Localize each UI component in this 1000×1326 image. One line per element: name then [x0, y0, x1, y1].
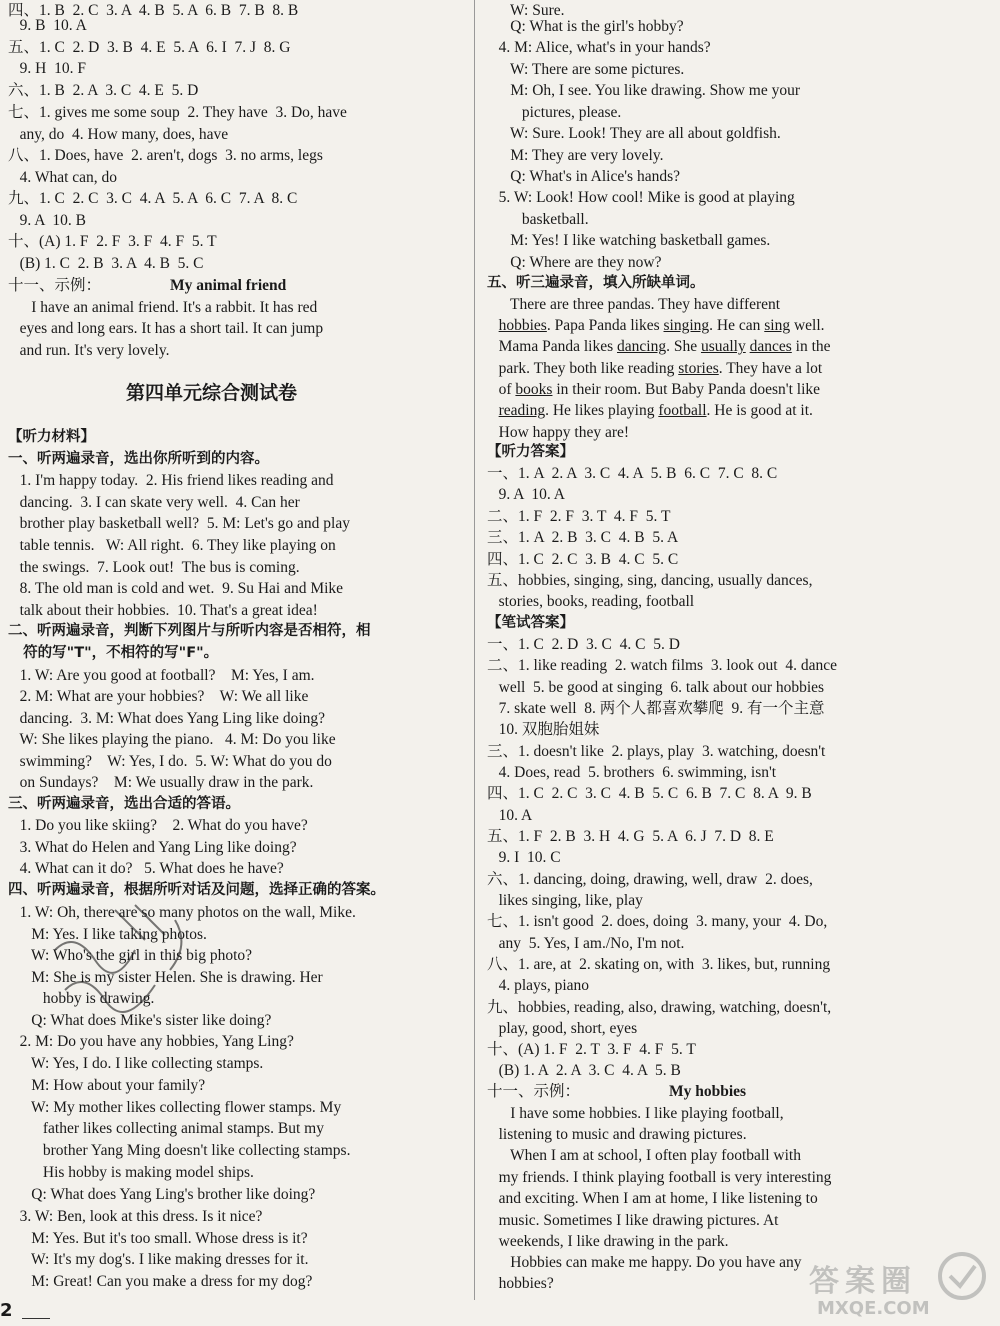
text-line: 一、1. C 2. D 3. C 4. C 5. D — [487, 636, 680, 653]
text-line: 9. B 10. A — [8, 17, 87, 34]
text-line: 1. Do you like skiing? 2. What do you have? — [8, 817, 308, 834]
cloze-text: . He is good at it. — [706, 402, 813, 420]
text-line: W: She likes playing the piano. 4. M: Do you like — [8, 731, 336, 748]
text-line: M: How about your family? — [8, 1077, 206, 1094]
text-line: 5. W: Look! How cool! Mike is good at playing — [487, 189, 795, 206]
cloze-line — [487, 315, 825, 336]
text-line: 一、1. A 2. A 3. C 4. A 5. B 6. C 7. C 8. C — [487, 465, 778, 482]
text-line: and exciting. When I am at home, I like listening to — [487, 1190, 818, 1207]
cloze-text: . Papa Panda likes — [546, 317, 664, 334]
filled-blank: books — [515, 380, 553, 398]
watermark-text: 答案圈 — [809, 1264, 917, 1299]
text-line: basketball. — [487, 211, 589, 228]
cloze-text: How happy they are! — [487, 423, 630, 441]
text-line: 4. What can it do? 5. What does he have? — [8, 860, 284, 877]
text-line: 五、hobbies, singing, sing, dancing, usually dances, — [487, 572, 813, 589]
text-line: 4. M: Alice, what's in your hands? — [487, 39, 711, 56]
text-line: and run. It's very lovely. — [8, 342, 170, 359]
text-line: M: Great! Can you make a dress for my dog? — [8, 1273, 313, 1290]
text-line: 七、1. gives me some soup 2. They have 3. Do, have — [8, 104, 347, 121]
text-line: Q: What does Mike's sister like doing? — [8, 1012, 272, 1029]
essay-title-my-hobbies: My hobbies — [669, 1083, 747, 1100]
text-line: 五、听三遍录音，填入所缺单词。 — [487, 275, 705, 291]
text-line: 八、1. Does, have 2. aren't, dogs 3. no arms, legs — [8, 147, 323, 164]
text-line: 2. M: Do you have any hobbies, Yang Ling? — [8, 1033, 294, 1050]
text-line: 3. W: Ben, look at this dress. Is it nice? — [8, 1208, 263, 1225]
cloze-text — [487, 402, 499, 419]
cloze-text: park. They both like reading — [487, 359, 679, 377]
text-line: table tennis. W: All right. 6. They like playing on — [8, 537, 336, 554]
text-line: 1. W: Are you good at football? M: Yes, I am. — [8, 667, 315, 684]
filled-blank: reading — [498, 402, 546, 420]
text-line: 符的写"T"，不相符的写"F"。 — [8, 645, 219, 661]
cloze-text: . She — [666, 338, 701, 356]
unit-title: 第四单元综合测试卷 — [126, 382, 298, 404]
text-line: 六、1. dancing, doing, drawing, well, draw 2. does, — [487, 871, 813, 888]
text-line: W: Who's the girl in this big photo? — [8, 947, 253, 964]
text-line: the swings. 7. Look out! The bus is coming. — [8, 559, 300, 576]
text-line: 五、1. C 2. D 3. B 4. E 5. A 6. I 7. J 8. G — [8, 39, 291, 56]
text-line: on Sundays? M: We usually draw in the park. — [8, 774, 314, 791]
text-line: 【笔试答案】 — [487, 615, 574, 631]
filled-blank: hobbies — [498, 317, 547, 334]
cloze-line — [487, 379, 820, 400]
text-line: 十、(A) 1. F 2. F 3. F 4. F 5. T — [8, 233, 217, 250]
text-line: 十、(A) 1. F 2. T 3. F 4. F 5. T — [487, 1041, 696, 1058]
text-line: M: They are very lovely. — [487, 147, 664, 164]
text-line: 四、1. C 2. C 3. B 4. C 5. C — [487, 551, 679, 568]
page-number: 2 — [0, 1300, 13, 1321]
text-line: 九、hobbies, reading, also, drawing, watching, doesn't, — [487, 999, 832, 1016]
watermark — [787, 1248, 992, 1320]
text-line: 十一、示例： — [8, 277, 102, 294]
text-line: father likes collecting animal stamps. But my — [8, 1120, 324, 1137]
text-line: 1. I'm happy today. 2. His friend likes reading and — [8, 472, 334, 489]
text-line: 二、1. like reading 2. watch films 3. look out 4. dance — [487, 657, 837, 674]
text-line: M: Yes! I like watching basketball games. — [487, 232, 771, 249]
filled-blank: singing — [663, 317, 710, 334]
text-line: M: Oh, I see. You like drawing. Show me your — [487, 82, 800, 99]
text-line: listening to music and drawing pictures. — [487, 1126, 747, 1143]
text-line: talk about their hobbies. 10. That's a great idea! — [8, 602, 318, 619]
filled-blank: dances — [749, 338, 792, 356]
text-line: 9. A 10. B — [8, 212, 86, 229]
text-line: M: Yes. I like taking photos. — [8, 926, 207, 943]
text-line: brother play basketball well? 5. M: Let's go and play — [8, 515, 350, 532]
text-line: 四、1. B 2. C 3. A 4. B 5. A 6. B 7. B 8. B — [8, 2, 299, 19]
text-line: Hobbies can make me happy. Do you have any — [487, 1254, 802, 1271]
text-line: 五、1. F 2. B 3. H 4. G 5. A 6. J 7. D 8. E — [487, 828, 774, 845]
filled-blank: usually — [700, 338, 746, 356]
text-line: dancing. 3. M: What does Yang Ling like doing? — [8, 710, 326, 727]
text-line: 10. A — [487, 807, 533, 824]
text-line: There are three pandas. They have different — [487, 296, 781, 313]
text-line: my friends. I think playing football is very interesting — [487, 1169, 832, 1186]
cloze-text: of — [487, 380, 516, 398]
text-line: pictures, please. — [487, 104, 622, 121]
text-line: 三、听两遍录音，选出合适的答语。 — [8, 796, 240, 812]
text-line: Q: What is the girl's hobby? — [487, 18, 684, 35]
text-line: weekends, I like drawing in the park. — [487, 1233, 729, 1250]
text-line: eyes and long ears. It has a short tail. It can jump — [8, 320, 324, 337]
text-line: hobby is drawing. — [8, 990, 155, 1007]
text-line: (B) 1. C 2. B 3. A 4. B 5. C — [8, 255, 204, 272]
text-line: W: There are some pictures. — [487, 61, 685, 78]
text-line: 七、1. isn't good 2. does, doing 3. many, your 4. Do, — [487, 913, 828, 930]
essay-title-animal-friend: My animal friend — [170, 277, 287, 294]
text-line: I have some hobbies. I like playing football, — [487, 1105, 784, 1122]
text-line: 3. What do Helen and Yang Ling like doing? — [8, 839, 297, 856]
text-line: 二、1. F 2. F 3. T 4. F 5. T — [487, 508, 671, 525]
text-line: W: My mother likes collecting flower stamps. My — [8, 1099, 342, 1116]
cloze-text: in their room. But Baby Panda doesn't like — [552, 380, 821, 398]
text-line: W: Sure. — [487, 2, 565, 19]
text-line: 7. skate well 8. 两个人都喜欢攀爬 9. 有一个主意 — [487, 700, 825, 717]
cloze-line — [487, 422, 629, 443]
text-line: 8. The old man is cold and wet. 9. Su Hai and Mike — [8, 580, 344, 597]
text-line: 4. plays, piano — [487, 977, 590, 994]
cloze-text: well. — [790, 317, 825, 334]
text-line: play, good, short, eyes — [487, 1020, 638, 1037]
text-line: (B) 1. A 2. A 3. C 4. A 5. B — [487, 1062, 681, 1079]
text-line: 二、听两遍录音，判断下列图片与所听内容是否相符，相 — [8, 623, 371, 639]
text-line: M: She is my sister Helen. She is drawing. Her — [8, 969, 323, 986]
text-line: well 5. be good at singing 6. talk about our hobbies — [487, 679, 825, 696]
text-line: Q: Where are they now? — [487, 254, 662, 271]
text-line: 一、听两遍录音，选出你所听到的内容。 — [8, 451, 269, 467]
text-line: W: Yes, I do. I like collecting stamps. — [8, 1055, 264, 1072]
text-line: 4. Does, read 5. brothers 6. swimming, isn't — [487, 764, 777, 781]
text-line: W: Sure. Look! They are all about goldfish. — [487, 125, 781, 142]
text-line: 【听力材料】 — [8, 429, 95, 445]
footer-rule — [22, 1318, 50, 1319]
cloze-line — [487, 358, 822, 379]
text-line: stories, books, reading, football — [487, 593, 695, 610]
text-line: likes singing, like, play — [487, 892, 643, 909]
text-line: Q: What's in Alice's hands? — [487, 168, 680, 185]
cloze-text: . He likes playing — [545, 402, 659, 420]
text-line: 9. I 10. C — [487, 849, 561, 866]
cloze-text: Mama Panda likes — [487, 338, 618, 356]
column-divider — [474, 0, 475, 1300]
text-line: His hobby is making model ships. — [8, 1164, 254, 1181]
text-line: 2. M: What are your hobbies? W: We all like — [8, 688, 309, 705]
cloze-text: . They have a lot — [718, 359, 823, 377]
cloze-text — [487, 317, 499, 334]
text-line: 六、1. B 2. A 3. C 4. E 5. D — [8, 82, 199, 99]
text-line: 十一、示例： — [487, 1083, 581, 1100]
text-line: When I am at school, I often play football with — [487, 1147, 801, 1164]
text-line: dancing. 3. I can skate very well. 4. Can her — [8, 494, 300, 511]
filled-blank: dancing — [617, 338, 667, 356]
text-line: 八、1. are, at 2. skating on, with 3. likes, but, running — [487, 956, 831, 973]
text-line: hobbies? — [487, 1275, 554, 1292]
text-line: 九、1. C 2. C 3. C 4. A 5. A 6. C 7. A 8. C — [8, 190, 298, 207]
text-line: 4. What can, do — [8, 169, 118, 186]
text-line: M: Yes. But it's too small. Whose dress is it? — [8, 1230, 308, 1247]
cloze-text: . He can — [709, 317, 765, 334]
text-line: 三、1. A 2. B 3. C 4. B 5. A — [487, 529, 679, 546]
watermark-url: MXQE.COM — [817, 1298, 930, 1319]
cloze-line — [487, 400, 813, 421]
text-line: 9. A 10. A — [487, 486, 565, 503]
text-line: music. Sometimes I like drawing pictures. At — [487, 1212, 779, 1229]
text-line: swimming? W: Yes, I do. 5. W: What do you do — [8, 753, 332, 770]
text-line: any, do 4. How many, does, have — [8, 126, 229, 143]
handwriting-scribble — [45, 890, 205, 1030]
text-line: 1. W: Oh, there are so many photos on the wall, Mike. — [8, 904, 356, 921]
text-line: I have an animal friend. It's a rabbit. It has red — [8, 299, 318, 316]
text-line: brother Yang Ming doesn't like collecting stamps. — [8, 1142, 351, 1159]
filled-blank: sing — [764, 317, 791, 334]
filled-blank: football — [658, 402, 707, 420]
cloze-text: in the — [791, 338, 831, 356]
text-line: 【听力答案】 — [487, 444, 574, 460]
text-line: Q: What does Yang Ling's brother like doing? — [8, 1186, 316, 1203]
text-line: 四、听两遍录音，根据所听对话及问题，选择正确的答案。 — [8, 882, 385, 898]
filled-blank: stories — [678, 359, 719, 377]
text-line: 9. H 10. F — [8, 60, 86, 77]
text-line: any 5. Yes, I am./No, I'm not. — [487, 935, 685, 952]
text-line: 三、1. doesn't like 2. plays, play 3. watching, doesn't — [487, 743, 826, 760]
text-line: W: It's my dog's. I like making dresses for it. — [8, 1251, 309, 1268]
text-line: 10. 双胞胎姐妹 — [487, 721, 600, 738]
cloze-line — [487, 336, 831, 357]
text-line: 四、1. C 2. C 3. C 4. B 5. C 6. B 7. C 8. A 9. B — [487, 785, 812, 802]
